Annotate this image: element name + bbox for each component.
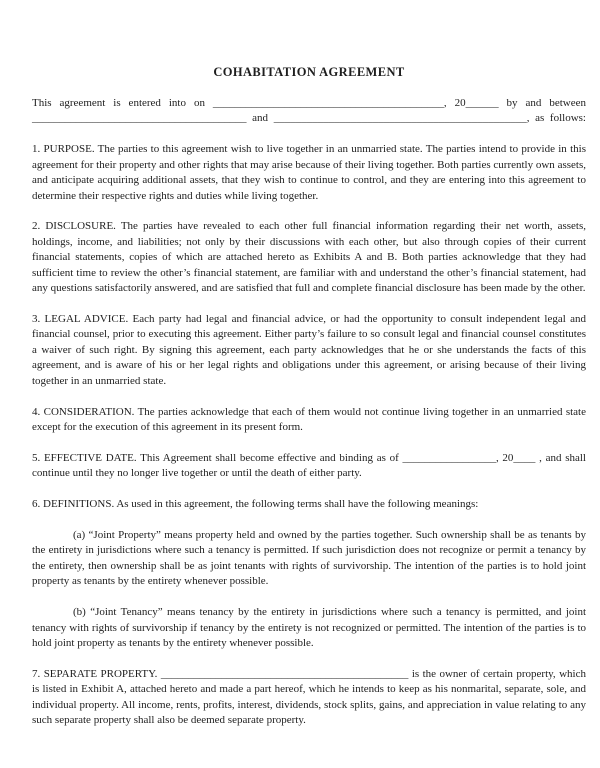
intro-paragraph: This agreement is entered into on __________________________________________, 20______ by and between _______________________________________ and ______________________________________________, as follows: [32, 97, 586, 125]
document-title: COHABITATION AGREEMENT [213, 65, 405, 79]
section-legal-advice: 3. LEGAL ADVICE. Each party had legal and financial advice, or had the opportunity to consult independent legal and financial counsel, prior to executing this agreement. Either party’s failure to so consult legal and financial counsel constitutes a waiver of such right. By signing this agreement, each party acknowledges that he or she understands the facts of this agreement, and is aware of his or her legal rights and obligations under this agreement, or arising because of their living together in an unmarried state. [32, 312, 586, 387]
definition-a-joint-property: (a) “Joint Property” means property held and owned by the parties together. Such ownership shall be as tenants by the entirety in jurisdictions where such a tenancy is permitted. If such jurisdiction does not recognize or permit a tenancy by the entirety, then ownership shall be as joint tenants with rights of survivorship. The intention of the parties is to hold joint property as tenants by the entirety whenever possible. [32, 529, 586, 588]
section-purpose: 1. PURPOSE. The parties to this agreement wish to live together in an unmarried state. The parties intend to provide in this agreement for their property and other rights that may arise because of their living together. Both parties currently own assets, and anticipate acquiring additional assets, that they wish to continue to control, and they are entering into this agreement to determine their respective rights and duties while living together. [32, 143, 586, 202]
section-definitions: 6. DEFINITIONS. As used in this agreement, the following terms shall have the following meanings: [32, 498, 479, 511]
section-consideration: 4. CONSIDERATION. The parties acknowledge that each of them would not continue living together in an unmarried state except for the execution of this agreement in its present form. [32, 405, 586, 433]
section-separate-property: 7. SEPARATE PROPERTY. _____________________________________________ is the owner of certain property, which is listed in Exhibit A, attached hereto and made a part hereof, which he intends to keep as his nonmarital, separate, sole, and individual property. All income, rents, profits, interest, dividends, stock splits, gains, and appreciation in value relating to any such separate property shall also be deemed separate property. [32, 667, 586, 727]
definition-b-joint-tenancy: (b) “Joint Tenancy” means tenancy by the entirety in jurisdictions where such a tenancy is permitted, and joint tenancy with rights of survivorship if tenancy by the entirety is not recognized or permitted. The intention of the parties is to hold joint property as tenants by the entirety whenever possible. [32, 606, 586, 649]
section-disclosure: 2. DISCLOSURE. The parties have revealed to each other full financial information regarding their net worth, assets, holdings, income, and liabilities; not only by their discussions with each other, but also through copies of their current financial statements, copies of which are attached hereto as Exhibits A and B. Both parties acknowledge that they had sufficient time to review the other’s financial statement, are familiar with and understand the other’s financial statement, had any questions satisfactorily answered, and are satisfied that full and complete financial disclosure has been made by the other. [32, 220, 586, 295]
section-effective-date: 5. EFFECTIVE DATE. This Agreement shall become effective and binding as of _________________, 20____ , and shall continue until they no longer live together or until the death of either party. [32, 451, 586, 480]
